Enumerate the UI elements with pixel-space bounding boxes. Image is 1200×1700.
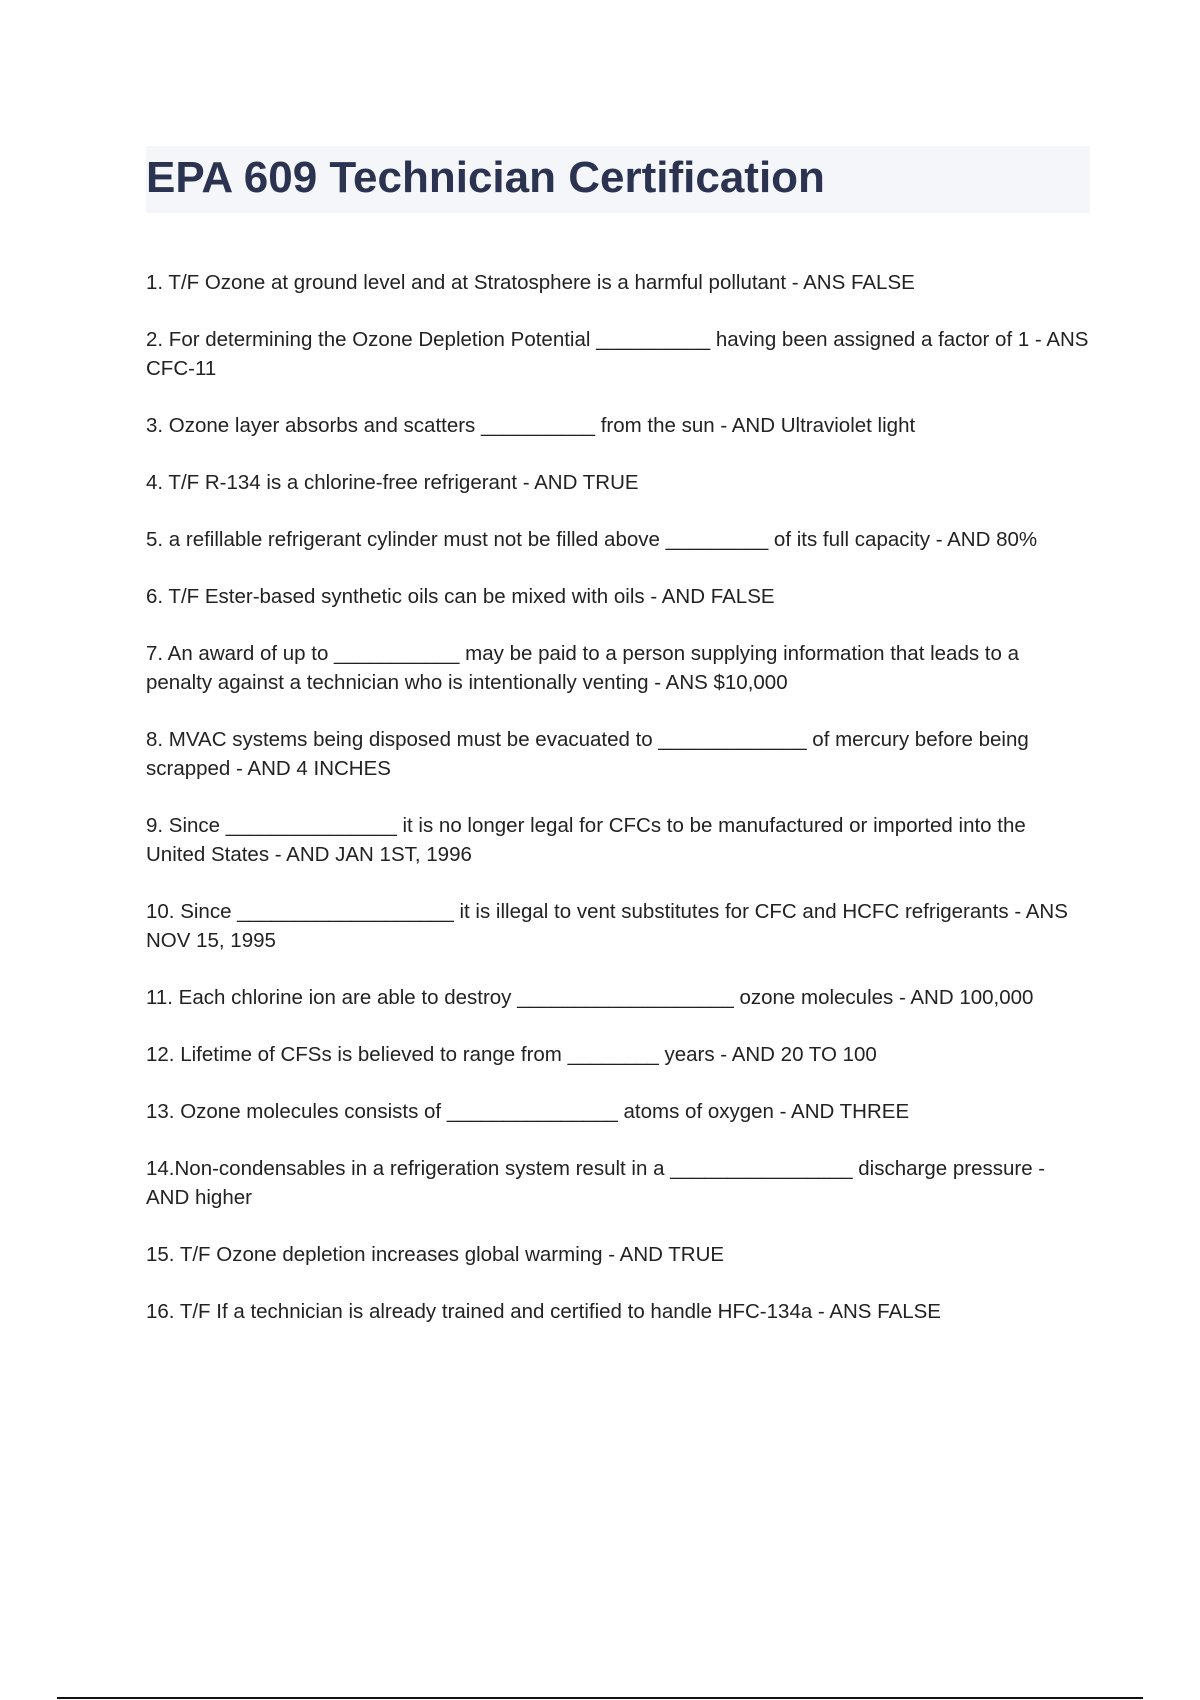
question-item: 11. Each chlorine ion are able to destroy ___________________ ozone molecules - AND 100,000 — [146, 986, 1034, 1009]
question-item: 8. MVAC systems being disposed must be evacuated to _____________ of mercury before being scrapped - AND 4 INCHES — [146, 728, 1029, 780]
question-item: 9. Since _______________ it is no longer legal for CFCs to be manufactured or imported into the United States - AND JAN 1ST, 1996 — [146, 814, 1026, 866]
question-item: 6. T/F Ester-based synthetic oils can be mixed with oils - AND FALSE — [146, 585, 775, 608]
question-item: 3. Ozone layer absorbs and scatters __________ from the sun - AND Ultraviolet light — [146, 414, 916, 437]
question-item: 12. Lifetime of CFSs is believed to range from ________ years - AND 20 TO 100 — [146, 1043, 877, 1066]
question-item: 13. Ozone molecules consists of _______________ atoms of oxygen - AND THREE — [146, 1100, 910, 1123]
question-item: 1. T/F Ozone at ground level and at Stratosphere is a harmful pollutant - ANS FALSE — [146, 271, 915, 294]
question-item: 2. For determining the Ozone Depletion Potential __________ having been assigned a factor of 1 - ANS CFC-11 — [146, 328, 1089, 380]
title-banner — [146, 146, 1090, 213]
question-item: 4. T/F R-134 is a chlorine-free refrigerant - AND TRUE — [146, 471, 639, 494]
question-item: 16. T/F If a technician is already trained and certified to handle HFC-134a - ANS FALSE — [146, 1300, 941, 1323]
question-list — [146, 268, 1090, 1354]
question-item: 10. Since ___________________ it is illegal to vent substitutes for CFC and HCFC refrigerants - ANS NOV 15, 1995 — [146, 900, 1068, 952]
question-item: 7. An award of up to ___________ may be paid to a person supplying information that leads to a penalty against a technician who is intentionally venting - ANS $10,000 — [146, 642, 1019, 694]
footer-divider — [57, 1697, 1143, 1699]
question-item: 5. a refillable refrigerant cylinder must not be filled above _________ of its full capacity - AND 80% — [146, 528, 1038, 551]
question-item: 14.Non-condensables in a refrigeration system result in a ________________ discharge pressure - AND higher — [146, 1157, 1046, 1209]
page-title: EPA 609 Technician Certification — [146, 153, 825, 202]
question-item: 15. T/F Ozone depletion increases global warming - AND TRUE — [146, 1243, 725, 1266]
